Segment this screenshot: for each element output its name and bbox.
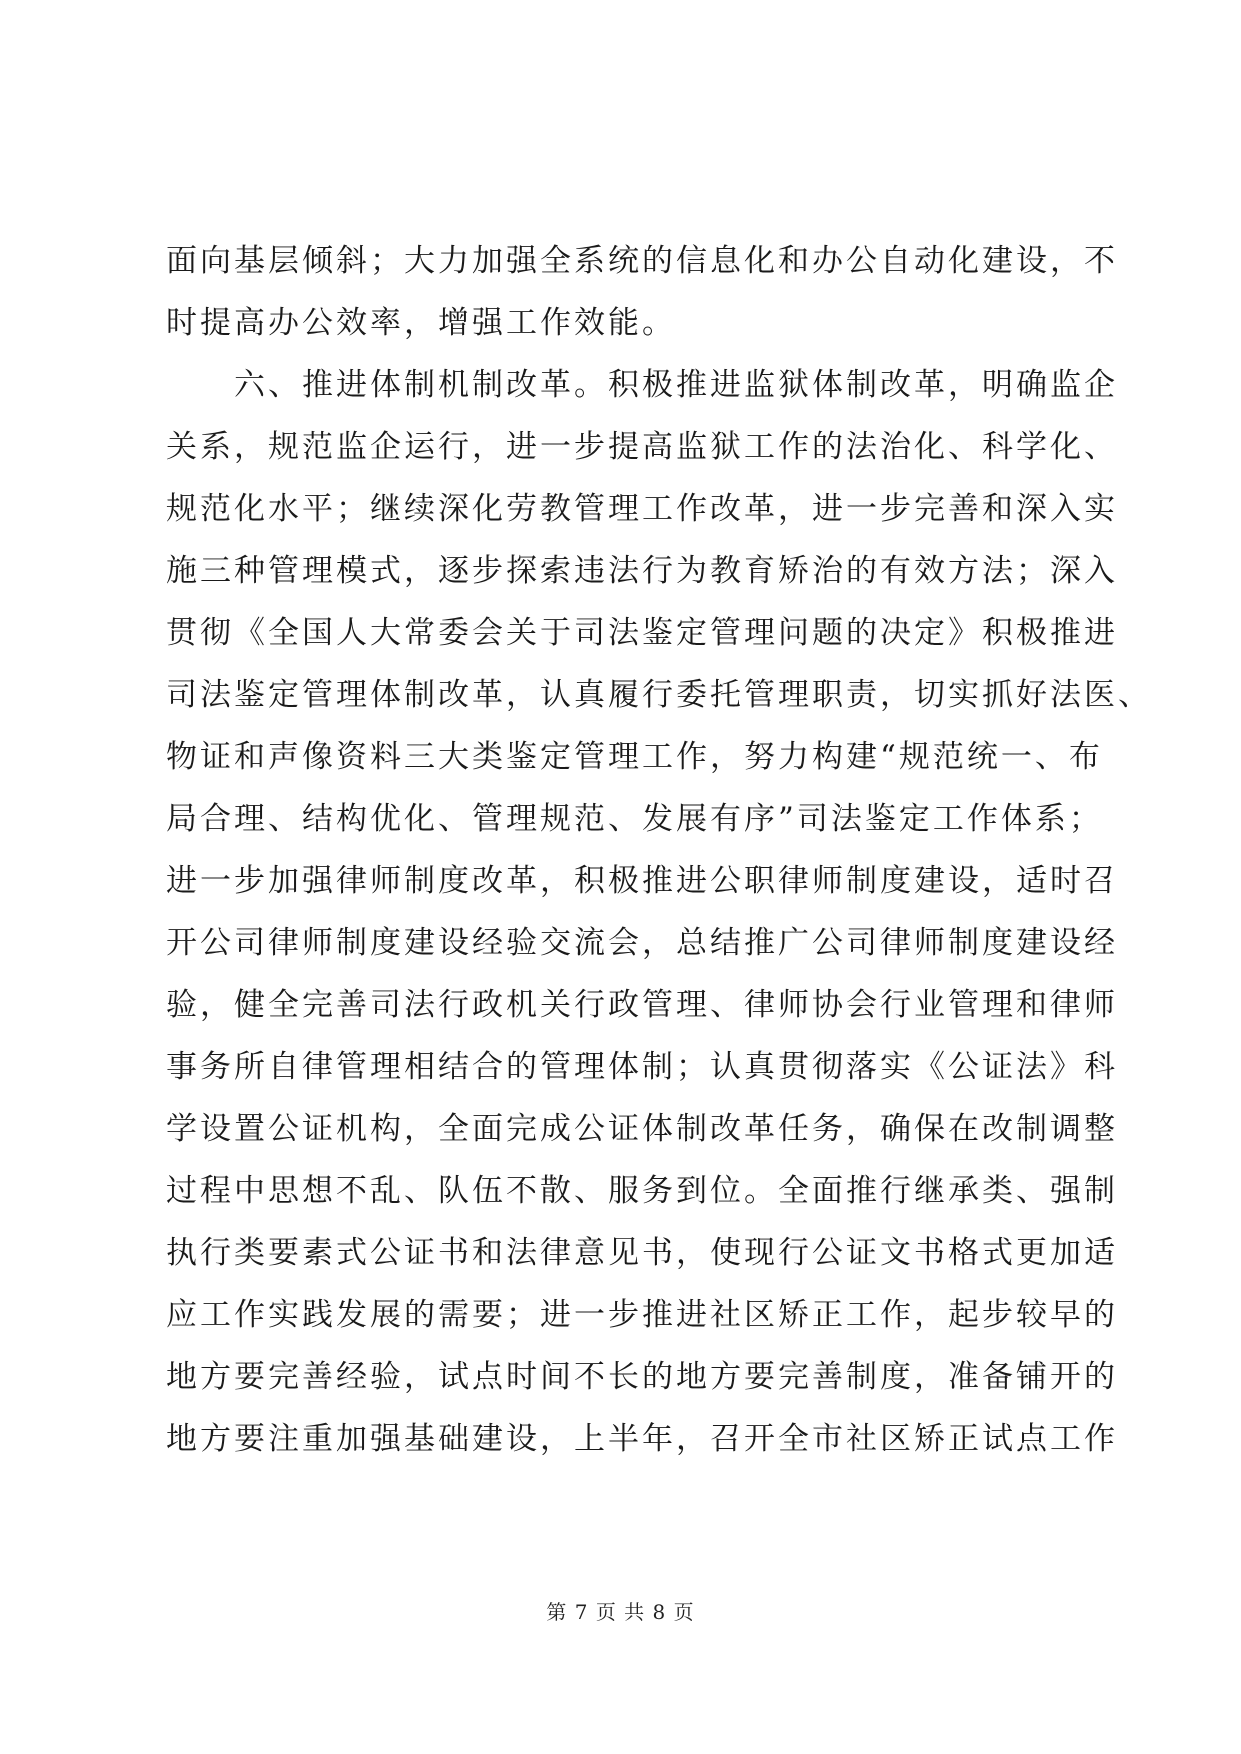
text-line: 地方要注重加强基础建设，上半年，召开全市社区矫正试点工作: [166, 1421, 1118, 1457]
text-line: 关系，规范监企运行，进一步提高监狱工作的法治化、科学化、: [166, 429, 1118, 465]
text-line: 六、推进体制机制改革。积极推进监狱体制改革，明确监企: [166, 367, 1118, 403]
text-line: 贯彻《全国人大常委会关于司法鉴定管理问题的决定》积极推进: [166, 615, 1118, 651]
text-line: 开公司律师制度建设经验交流会，总结推广公司律师制度建设经: [166, 925, 1118, 961]
document-body: [166, 230, 1152, 1470]
text-line: 过程中思想不乱、队伍不散、服务到位。全面推行继承类、强制: [166, 1173, 1118, 1209]
text-line: 进一步加强律师制度改革，积极推进公职律师制度建设，适时召: [166, 863, 1118, 899]
text-line: 局合理、结构优化、管理规范、发展有序”司法鉴定工作体系；: [166, 801, 1103, 837]
text-line: 执行类要素式公证书和法律意见书，使现行公证文书格式更加适: [166, 1235, 1118, 1271]
text-line: 施三种管理模式，逐步探索违法行为教育矫治的有效方法；深入: [166, 553, 1118, 589]
text-line: 地方要完善经验，试点时间不长的地方要完善制度，准备铺开的: [166, 1359, 1118, 1395]
text-line: 司法鉴定管理体制改革，认真履行委托管理职责，切实抓好法医、: [166, 677, 1152, 713]
text-line: 时提高办公效率，增强工作效能。: [166, 305, 676, 341]
text-line: 规范化水平；继续深化劳教管理工作改革，进一步完善和深入实: [166, 491, 1118, 527]
text-line: 应工作实践发展的需要；进一步推进社区矫正工作，起步较早的: [166, 1297, 1118, 1333]
text-line: 物证和声像资料三大类鉴定管理工作，努力构建“规范统一、布: [166, 739, 1103, 775]
text-line: 面向基层倾斜；大力加强全系统的信息化和办公自动化建设，不: [166, 243, 1118, 279]
text-line: 学设置公证机构，全面完成公证体制改革任务，确保在改制调整: [166, 1111, 1118, 1147]
page-number-footer: 第 7 页 共 8 页: [546, 1600, 695, 1624]
text-line: 事务所自律管理相结合的管理体制；认真贯彻落实《公证法》科: [166, 1049, 1118, 1085]
text-line: 验，健全完善司法行政机关行政管理、律师协会行业管理和律师: [166, 987, 1118, 1023]
